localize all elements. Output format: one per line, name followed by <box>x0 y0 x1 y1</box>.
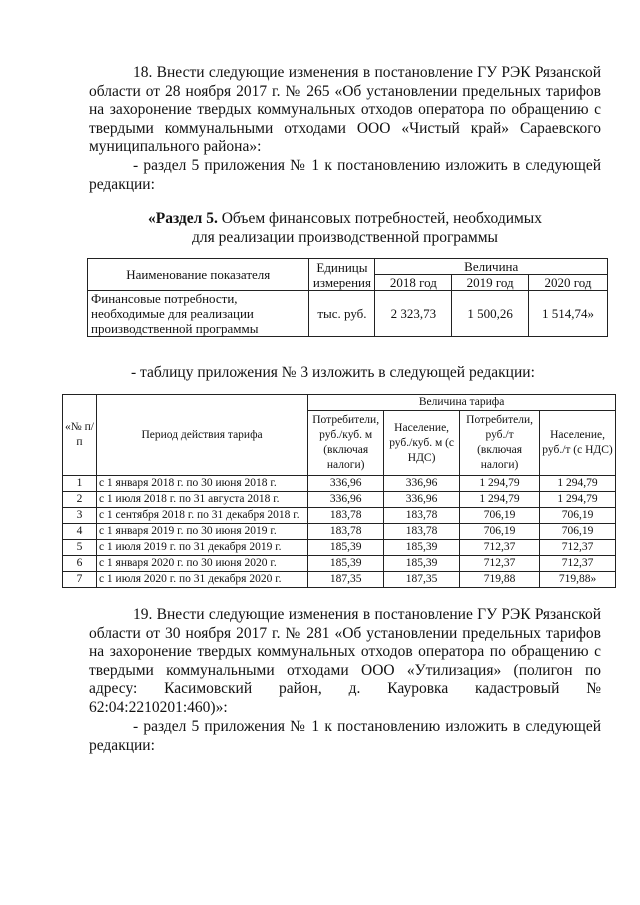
section-5-title: Объем финансовых потребностей, необходимых <box>217 210 542 227</box>
table-row <box>88 291 608 337</box>
t2-cell-consumer-m3: 183,78 <box>308 508 384 524</box>
t1-row-2020: 1 514,74» <box>529 291 608 337</box>
table-row <box>63 508 616 524</box>
t2-cell-consumer-t: 1 294,79 <box>460 492 540 508</box>
table-row <box>63 492 616 508</box>
t2-cell-consumer-t: 712,37 <box>460 556 540 572</box>
section-5-heading <box>89 209 601 247</box>
table-row <box>63 476 616 492</box>
t2-cell-population-t: 712,37 <box>540 540 616 556</box>
t2-cell-consumer-m3: 185,39 <box>308 540 384 556</box>
t2-cell-population-m3: 183,78 <box>384 524 460 540</box>
t2-cell-period: с 1 января 2018 г. по 30 июня 2018 г. <box>96 476 307 492</box>
t2-cell-consumer-m3: 183,78 <box>308 524 384 540</box>
table-row <box>63 556 616 572</box>
t2-header-num: «№ п/п <box>63 395 97 476</box>
t2-cell-population-t: 706,19 <box>540 508 616 524</box>
t2-cell-period: с 1 января 2020 г. по 30 июня 2020 г. <box>96 556 307 572</box>
t2-cell-consumer-t: 712,37 <box>460 540 540 556</box>
t1-row-unit: тыс. руб. <box>309 291 375 337</box>
t1-header-year: 2019 год <box>452 275 529 291</box>
t2-subheader: Потребители, руб./т (включая налоги) <box>460 411 540 476</box>
t1-header-year: 2020 год <box>529 275 608 291</box>
t1-row-2018: 2 323,73 <box>375 291 452 337</box>
t2-subheader: Население, руб./куб. м (с НДС) <box>384 411 460 476</box>
t2-cell-period: с 1 января 2019 г. по 30 июня 2019 г. <box>96 524 307 540</box>
item-18-instruction: - раздел 5 приложения № 1 к постановлению изложить в следующей редакции: <box>89 157 601 193</box>
t2-cell-num: 6 <box>63 556 97 572</box>
item-19-instruction: - раздел 5 приложения № 1 к постановлению изложить в следующей редакции: <box>89 718 601 754</box>
item-19-paragraph: 19. Внести следующие изменения в постановление ГУ РЭК Рязанской области от 30 ноября 2017 г. № 281 «Об установлении предельных тарифов на захоронение твердых коммунальных отходов оператора по обращению с твердыми коммунальными отходами ООО «Утилизация» (полигон по адресу: Касимовский район, д. Кауровка кадастровый № 62:04:2210201:460)»: <box>89 606 601 716</box>
item-18-instruction-2: - таблицу приложения № 3 изложить в следующей редакции: <box>131 364 535 381</box>
t2-cell-population-t: 719,88» <box>540 572 616 588</box>
t2-cell-period: с 1 июля 2020 г. по 31 декабря 2020 г. <box>96 572 307 588</box>
table-row <box>63 524 616 540</box>
section-5-title-line2: для реализации производственной программы <box>192 229 498 246</box>
t2-cell-period: с 1 июля 2018 г. по 31 августа 2018 г. <box>96 492 307 508</box>
table-row <box>63 572 616 588</box>
t2-cell-consumer-m3: 185,39 <box>308 556 384 572</box>
t2-cell-consumer-t: 706,19 <box>460 508 540 524</box>
t2-cell-population-m3: 187,35 <box>384 572 460 588</box>
t2-header-period: Период действия тарифа <box>96 395 307 476</box>
t2-cell-population-t: 1 294,79 <box>540 476 616 492</box>
t2-cell-period: с 1 сентября 2018 г. по 31 декабря 2018 г. <box>96 508 307 524</box>
t1-header-unit: Единицы измерения <box>309 259 375 291</box>
t2-cell-num: 5 <box>63 540 97 556</box>
t2-cell-population-t: 1 294,79 <box>540 492 616 508</box>
t2-cell-num: 1 <box>63 476 97 492</box>
t2-cell-num: 7 <box>63 572 97 588</box>
t1-header-value: Величина <box>375 259 608 275</box>
t2-cell-period: с 1 июля 2019 г. по 31 декабря 2019 г. <box>96 540 307 556</box>
t2-cell-population-m3: 185,39 <box>384 540 460 556</box>
t2-subheader: Население, руб./т (с НДС) <box>540 411 616 476</box>
table-row <box>63 540 616 556</box>
t2-cell-population-m3: 185,39 <box>384 556 460 572</box>
t2-cell-population-t: 712,37 <box>540 556 616 572</box>
t2-cell-consumer-t: 1 294,79 <box>460 476 540 492</box>
t2-cell-population-t: 706,19 <box>540 524 616 540</box>
t2-cell-population-m3: 336,96 <box>384 492 460 508</box>
section-5-label: «Раздел 5. <box>148 210 218 227</box>
t1-header-year: 2018 год <box>375 275 452 291</box>
t2-cell-num: 2 <box>63 492 97 508</box>
t1-header-name: Наименование показателя <box>88 259 309 291</box>
t1-row-2019: 1 500,26 <box>452 291 529 337</box>
tariff-table-body <box>63 476 616 588</box>
t2-cell-num: 4 <box>63 524 97 540</box>
t2-cell-consumer-t: 706,19 <box>460 524 540 540</box>
t2-cell-consumer-m3: 187,35 <box>308 572 384 588</box>
tariff-table <box>62 394 616 588</box>
t2-cell-population-m3: 183,78 <box>384 508 460 524</box>
financial-needs-table <box>87 258 608 337</box>
t2-header-value: Величина тарифа <box>308 395 616 411</box>
t2-cell-population-m3: 336,96 <box>384 476 460 492</box>
t2-subheader: Потребители, руб./куб. м (включая налоги) <box>308 411 384 476</box>
t2-cell-consumer-m3: 336,96 <box>308 492 384 508</box>
t2-cell-num: 3 <box>63 508 97 524</box>
t1-row-name: Финансовые потребности, необходимые для реализации производственной программы <box>88 291 309 337</box>
t2-cell-consumer-m3: 336,96 <box>308 476 384 492</box>
item-18-paragraph: 18. Внести следующие изменения в постановление ГУ РЭК Рязанской области от 28 ноября 2017 г. № 265 «Об установлении предельных тарифов на захоронение твердых коммунальных отходов оператора по обращению с твердыми коммунальными отходами ООО «Чистый край» Сараевского муниципального района»: <box>89 64 601 155</box>
t2-cell-consumer-t: 719,88 <box>460 572 540 588</box>
